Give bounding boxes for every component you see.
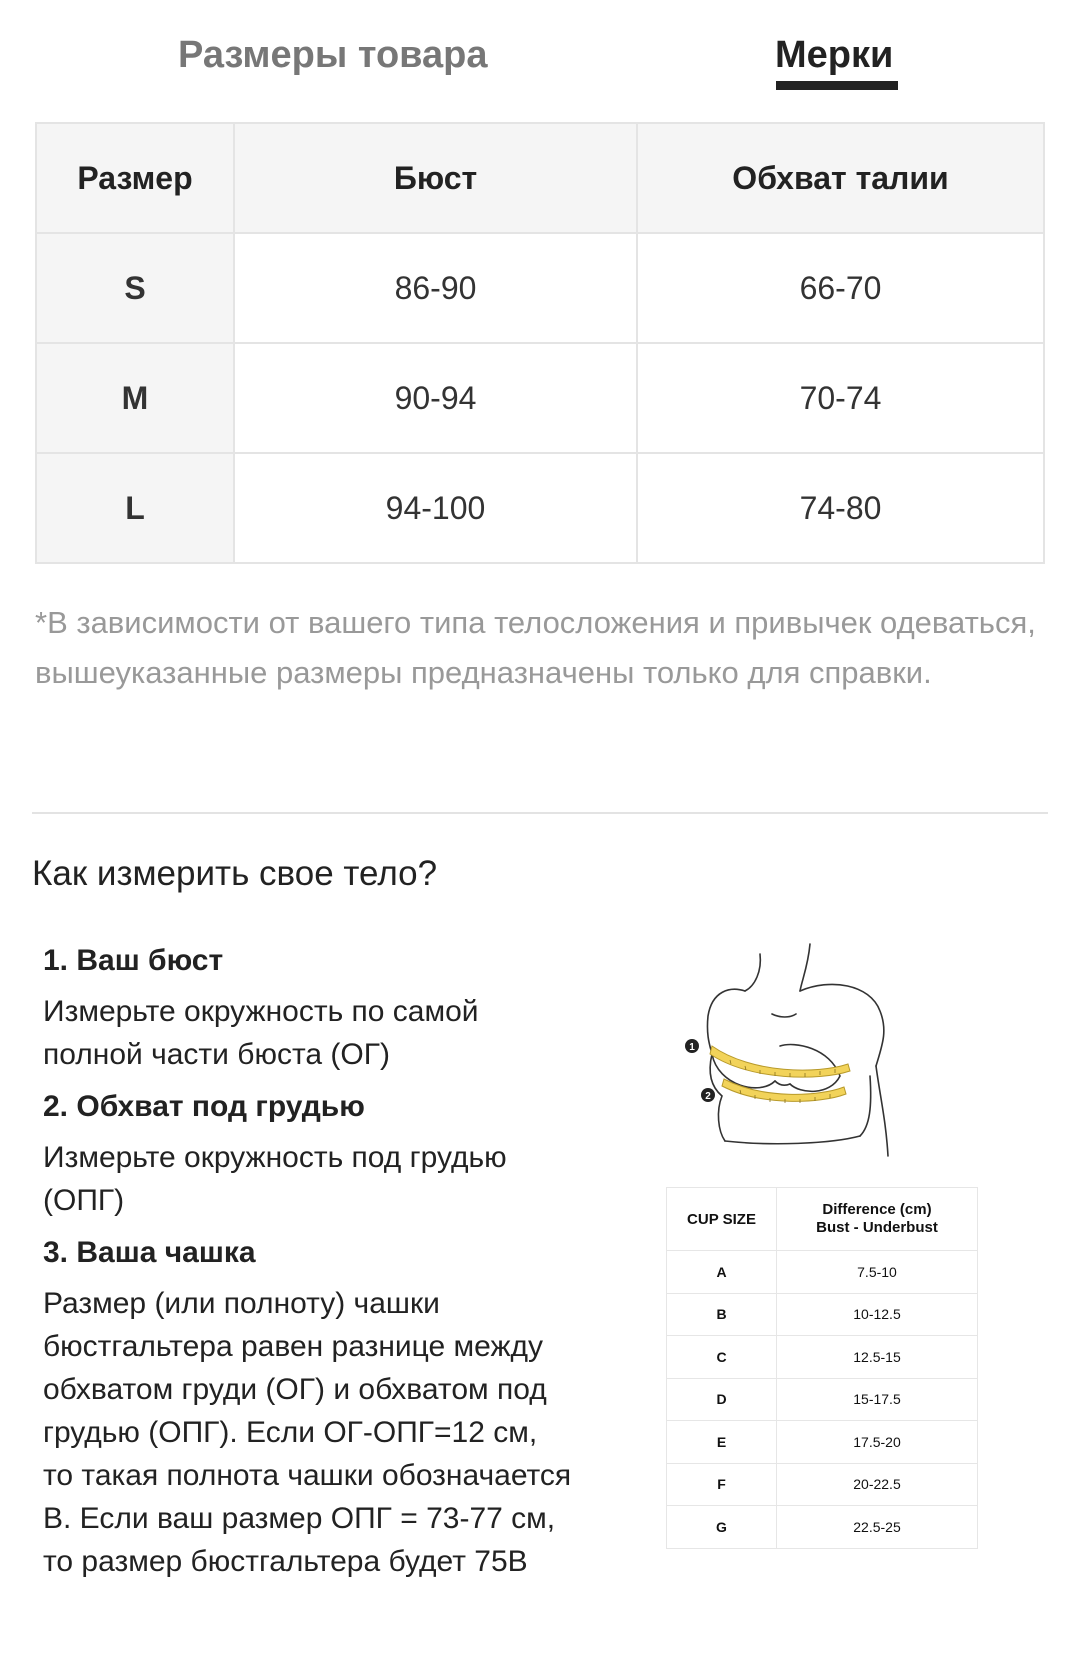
bust-cell: 86-90 (234, 233, 637, 343)
waist-cell: 74-80 (637, 453, 1044, 563)
size-cell: S (36, 233, 234, 343)
bust-measurement-illustration-icon (689, 936, 950, 1166)
tab-product-sizes[interactable]: Размеры товара (178, 34, 488, 76)
step-title: 3. Ваша чашка (43, 1236, 256, 1269)
cup-cell: G (667, 1506, 777, 1549)
size-cell: M (36, 343, 234, 453)
header-cup-size: CUP SIZE (667, 1188, 777, 1251)
table-row (667, 1506, 978, 1549)
table-row (667, 1251, 978, 1294)
step-text: Размер (или полноту) чашки бюстгальтера равен разнице между обхватом груди (ОГ) и обхватом под грудью (ОПГ). Если ОГ-ОПГ=12 см, то такая полнота чашки обозначается B. Если ваш размер ОПГ = 73-77 см, то размер бюстгальтера будет 75B (43, 1287, 572, 1578)
cup-table-header-row (667, 1188, 978, 1251)
bust-cell: 90-94 (234, 343, 637, 453)
header-difference-line2: Bust - Underbust (816, 1219, 938, 1236)
step-title: 2. Обхват под грудью (43, 1090, 365, 1123)
cup-cell: B (667, 1293, 777, 1336)
diff-cell: 17.5-20 (777, 1421, 978, 1464)
table-row (667, 1293, 978, 1336)
cup-cell: F (667, 1463, 777, 1506)
size-table (35, 122, 1045, 564)
diff-cell: 22.5-25 (777, 1506, 978, 1549)
step-bust (43, 940, 573, 1076)
cup-cell: D (667, 1378, 777, 1421)
header-waist: Обхват талии (637, 123, 1044, 233)
table-row (36, 343, 1044, 453)
table-row (667, 1421, 978, 1464)
size-disclaimer-note: *В зависимости от вашего типа телосложения и привычек одеваться, вышеуказанные размеры предназначены только для справки. (35, 605, 1036, 690)
header-difference-line1: Difference (cm) (822, 1201, 932, 1218)
diff-cell: 7.5-10 (777, 1251, 978, 1294)
table-row (667, 1463, 978, 1506)
step-underbust (43, 1086, 573, 1222)
how-to-measure-title: Как измерить свое тело? (32, 854, 438, 893)
cup-cell: C (667, 1336, 777, 1379)
waist-cell: 70-74 (637, 343, 1044, 453)
waist-cell: 66-70 (637, 233, 1044, 343)
marker-2-label: 2 (705, 1091, 711, 1102)
section-divider (32, 812, 1048, 814)
header-size: Размер (36, 123, 234, 233)
table-row (667, 1378, 978, 1421)
size-cell: L (36, 453, 234, 563)
table-row (36, 233, 1044, 343)
cup-cell: A (667, 1251, 777, 1294)
step-text: Измерьте окружность по самой полной части бюста (ОГ) (43, 995, 479, 1071)
table-header-row (36, 123, 1044, 233)
cup-cell: E (667, 1421, 777, 1464)
diff-cell: 12.5-15 (777, 1336, 978, 1379)
diff-cell: 20-22.5 (777, 1463, 978, 1506)
header-difference (777, 1188, 978, 1251)
diff-cell: 10-12.5 (777, 1293, 978, 1336)
tab-bar (0, 0, 1080, 100)
tab-measurements[interactable]: Мерки (775, 34, 894, 76)
measurement-steps (43, 940, 573, 1593)
step-text: Измерьте окружность под грудью (ОПГ) (43, 1141, 507, 1217)
step-title: 1. Ваш бюст (43, 944, 224, 977)
step-cup (43, 1232, 573, 1583)
marker-1-label: 1 (689, 1042, 695, 1053)
bust-cell: 94-100 (234, 453, 637, 563)
active-tab-indicator (776, 81, 898, 90)
header-bust: Бюст (234, 123, 637, 233)
table-row (667, 1336, 978, 1379)
cup-size-table (666, 1187, 978, 1549)
table-row (36, 453, 1044, 563)
diff-cell: 15-17.5 (777, 1378, 978, 1421)
